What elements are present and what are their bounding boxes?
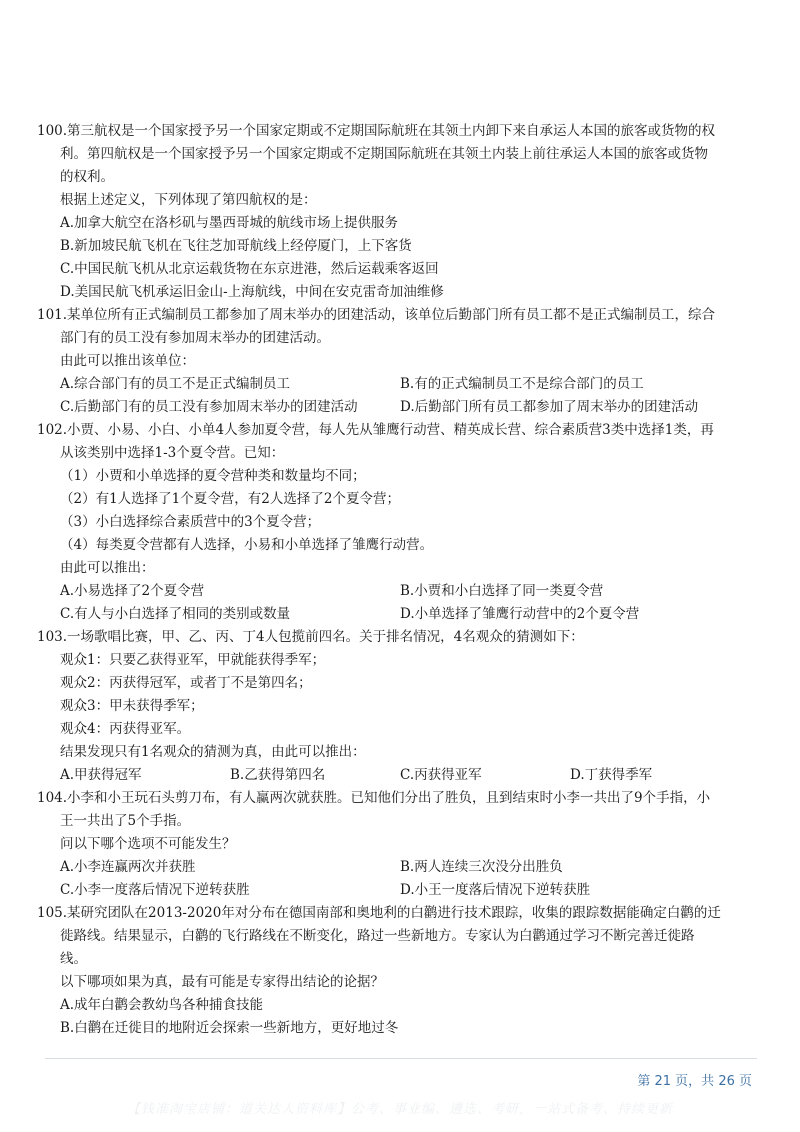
option-b: B.乙获得第四名: [230, 767, 326, 783]
option-d: D.美国民航飞机承运旧金山-上海航线，中间在安克雷奇加油维修: [60, 284, 444, 300]
question-104: [37, 787, 747, 902]
question-103: [37, 626, 747, 787]
option-d: D.后勤部门所有员工都参加了周末举办的团建活动: [400, 399, 699, 415]
guess-1: 观众1：只要乙获得亚军，甲就能获得季军；: [60, 652, 326, 668]
question-101: [37, 304, 747, 419]
question-prompt: 由此可以推出：: [60, 560, 155, 576]
question-stem-line: 102.小贾、小易、小白、小单4人参加夏令营，每人先从雏鹰行动营、精英成长营、综合素质营3类中选择1类，再: [37, 422, 714, 438]
option-a: A.综合部门有的员工不是正式编制员工: [60, 376, 291, 392]
guess-2: 观众2：丙获得冠军，或者丁不是第四名；: [60, 675, 312, 691]
footer-divider: [45, 1058, 757, 1059]
question-102: [37, 419, 747, 626]
guess-4: 观众4：丙获得亚军。: [60, 721, 191, 737]
option-c: C.有人与小白选择了相同的类别或数量: [60, 606, 291, 622]
condition-3: （3）小白选择综合素质营中的3个夏令营；: [60, 514, 321, 530]
option-c: C.后勤部门有的员工没有参加周末举办的团建活动: [60, 399, 358, 415]
question-stem-line: 100.第三航权是一个国家授予另一个国家定期或不定期国际航班在其领土内卸下来自承运人本国的旅客或货物的权: [37, 123, 716, 139]
option-row: [37, 580, 747, 603]
option-row: [37, 396, 747, 419]
option-a: A.甲获得冠军: [60, 767, 142, 783]
option-row: [37, 764, 747, 787]
option-b: B.白鹳在迁徙目的地附近会探索一些新地方，更好地过冬: [60, 1020, 399, 1036]
question-100: [37, 120, 747, 304]
option-c: C.中国民航飞机从北京运载货物在东京进港，然后运载乘客返回: [60, 261, 439, 277]
question-prompt: 由此可以推出该单位：: [60, 353, 195, 369]
option-b: B.小贾和小白选择了同一类夏令营: [400, 583, 604, 599]
option-a: A.小李连赢两次并获胜: [60, 859, 196, 875]
option-row: [37, 856, 747, 879]
question-stem-line: 利。第四航权是一个国家授予另一个国家定期或不定期国际航班在其领土内装上前往承运人本国的旅客或货物: [60, 146, 708, 162]
question-stem-line: 线。: [60, 951, 87, 967]
question-stem-line: 部门有的员工没有参加周末举办的团建活动。: [60, 330, 330, 346]
question-stem-line: 的权利。: [60, 169, 114, 185]
question-prompt: 根据上述定义，下列体现了第四航权的是：: [60, 192, 317, 208]
watermark-text: 【钱准淘宝店铺：道关达人资料库】公考、事业编、遴选、考研，一站式备考、持续更新: [126, 1102, 673, 1117]
option-d: D.丁获得季军: [570, 767, 653, 783]
condition-1: （1）小贾和小单选择的夏令营种类和数量均不同；: [60, 468, 366, 484]
condition-4: （4）每类夏令营都有人选择，小易和小单选择了雏鹰行动营。: [60, 537, 434, 553]
option-b: B.有的正式编制员工不是综合部门的员工: [400, 376, 644, 392]
question-stem-line: 105.某研究团队在2013-2020年对分布在德国南部和奥地利的白鹳进行技术跟踪，收集的跟踪数据能确定白鹳的迁: [37, 905, 721, 921]
option-a: A.小易选择了2个夏令营: [60, 583, 205, 599]
question-list: [37, 120, 747, 1040]
option-row: [37, 373, 747, 396]
question-stem-line: 101.某单位所有正式编制员工都参加了周末举办的团建活动，该单位后勤部门所有员工都不是正式编制员工，综合: [37, 307, 716, 323]
option-b: B.新加坡民航飞机在飞往芝加哥航线上经停厦门，上下客货: [60, 238, 412, 254]
option-d: D.小单选择了雏鹰行动营中的2个夏令营: [400, 606, 640, 622]
option-d: D.小王一度落后情况下逆转获胜: [400, 882, 591, 898]
question-stem-line: 从该类别中选择1-3个夏令营。已知：: [60, 445, 285, 461]
guess-3: 观众3：甲未获得季军；: [60, 698, 204, 714]
option-c: C.小李一度落后情况下逆转获胜: [60, 882, 250, 898]
option-row: [37, 603, 747, 626]
option-b: B.两人连续三次没分出胜负: [400, 859, 563, 875]
page-number: 第 21 页，共 26 页: [637, 1074, 752, 1089]
option-row: [37, 879, 747, 902]
option-c: C.丙获得亚军: [400, 767, 482, 783]
question-stem-line: 王一共出了5个手指。: [60, 813, 191, 829]
option-a: A.加拿大航空在洛杉矶与墨西哥城的航线市场上提供服务: [60, 215, 399, 231]
question-prompt: 问以下哪个选项不可能发生？: [60, 836, 236, 852]
question-105: [37, 902, 747, 1040]
question-stem-line: 104.小李和小王玩石头剪刀布，有人赢两次就获胜。已知他们分出了胜负，且到结束时小李一共出了9个手指，小: [37, 790, 711, 806]
question-stem-line: 徙路线。结果显示，白鹳的飞行路线在不断变化，路过一些新地方。专家认为白鹳通过学习不断完善迁徙路: [60, 928, 695, 944]
question-prompt: 结果发现只有1名观众的猜测为真，由此可以推出：: [60, 744, 366, 760]
option-a: A.成年白鹳会教幼鸟各种捕食技能: [60, 997, 264, 1013]
question-prompt: 以下哪项如果为真，最有可能是专家得出结论的论据？: [60, 974, 384, 990]
question-stem-line: 103.一场歌唱比赛，甲、乙、丙、丁4人包揽前四名。关于排名情况，4名观众的猜测如下：: [37, 629, 584, 645]
condition-2: （2）有1人选择了1个夏令营，有2人选择了2个夏令营；: [60, 491, 400, 507]
